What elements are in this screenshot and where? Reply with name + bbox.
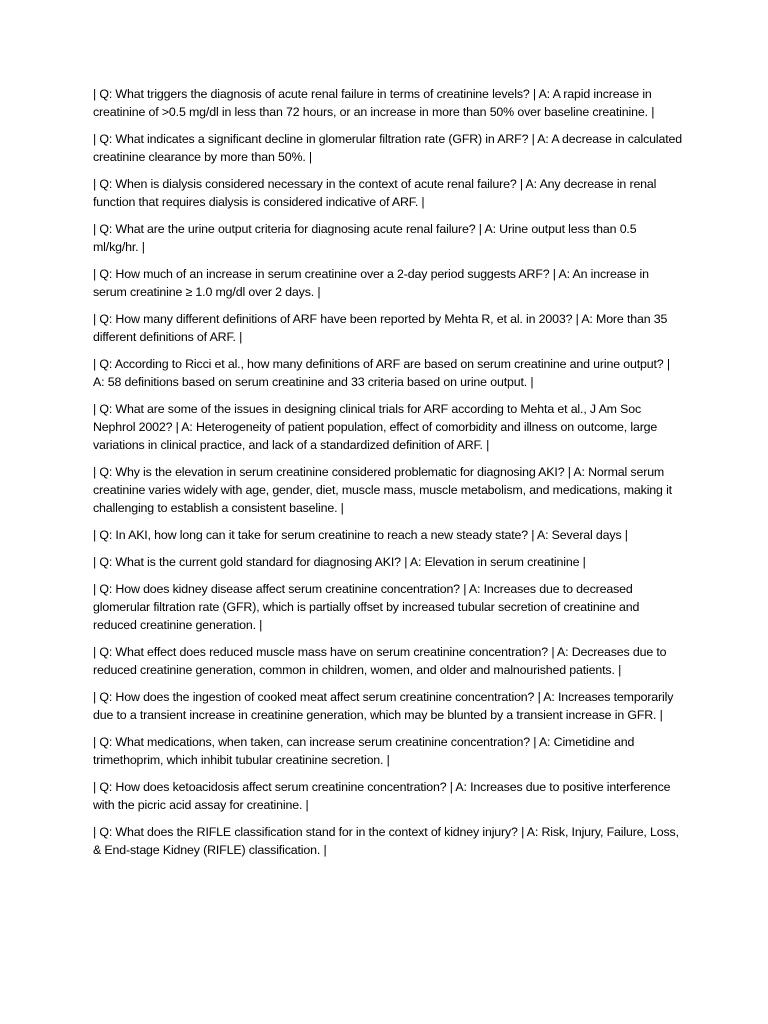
qa-entry: | Q: How does ketoacidosis affect serum creatinine concentration? | A: Increases due to positive interference with the picric acid assay for creatinine. | — [93, 780, 671, 812]
qa-entry: | Q: What medications, when taken, can increase serum creatinine concentration? | A: Cimetidine and trimethoprim, which inhibit tubular creatinine secretion. | — [93, 735, 635, 767]
qa-entry: | Q: How does the ingestion of cooked meat affect serum creatinine concentration? | A: Increases temporarily due to a transient increase in creatinine generation, which may be blunted by a transient increase in GFR. | — [93, 690, 674, 722]
qa-entry: | Q: When is dialysis considered necessary in the context of acute renal failure? | A: Any decrease in renal function that requires dialysis is considered indicative of ARF. | — [93, 177, 657, 209]
qa-entry: | Q: What does the RIFLE classification stand for in the context of kidney injury? | A: Risk, Injury, Failure, Loss, & End-stage Kidney (RIFLE) classification. | — [93, 825, 679, 857]
qa-entry: | Q: What triggers the diagnosis of acute renal failure in terms of creatinine levels? | A: A rapid increase in creatinine of >0.5 mg/dl in less than 72 hours, or an increase in more than 50% over baseline creatinine. | — [93, 87, 655, 119]
qa-entry: | Q: What indicates a significant decline in glomerular filtration rate (GFR) in ARF? | A: A decrease in calculated creatinine clearance by more than 50%. | — [93, 132, 683, 164]
qa-entry: | Q: Why is the elevation in serum creatinine considered problematic for diagnosing AKI? | A: Normal serum creatinine varies widely with age, gender, diet, muscle mass, muscle metabolism, and medications, making it challenging to establish a consistent baseline. | — [93, 465, 672, 515]
qa-entry: | Q: What are some of the issues in designing clinical trials for ARF according to Mehta et al., J Am Soc Nephrol 2002? | A: Heterogeneity of patient population, effect of comorbidity and illness on outcome, large variations in clinical practice, and lack of a standardized definition of ARF. | — [93, 402, 658, 452]
qa-entry: | Q: How much of an increase in serum creatinine over a 2-day period suggests ARF? | A: An increase in serum creatinine ≥ 1.0 mg/dl over 2 days. | — [93, 267, 649, 299]
qa-entry: | Q: What effect does reduced muscle mass have on serum creatinine concentration? | A: Decreases due to reduced creatinine generation, common in children, women, and older and malnourished patients. | — [93, 645, 667, 677]
qa-entry: | Q: What are the urine output criteria for diagnosing acute renal failure? | A: Urine output less than 0.5 ml/kg/hr. | — [93, 222, 637, 254]
qa-entry: | Q: According to Ricci et al., how many definitions of ARF are based on serum creatinine and urine output? | A: 58 definitions based on serum creatinine and 33 criteria based on urine output. | — [93, 357, 670, 389]
qa-entry: | Q: How many different definitions of ARF have been reported by Mehta R, et al. in 2003? | A: More than 35 different definitions of ARF. | — [93, 312, 668, 344]
qa-entry: | Q: How does kidney disease affect serum creatinine concentration? | A: Increases due to decreased glomerular filtration rate (GFR), which is partially offset by increased tubular secretion of creatinine and reduced creatinine generation. | — [93, 582, 640, 632]
document-page — [93, 85, 683, 868]
qa-entry: | Q: In AKI, how long can it take for serum creatinine to reach a new steady state? | A: Several days | — [93, 528, 628, 542]
qa-entry: | Q: What is the current gold standard for diagnosing AKI? | A: Elevation in serum creatinine | — [93, 555, 586, 569]
